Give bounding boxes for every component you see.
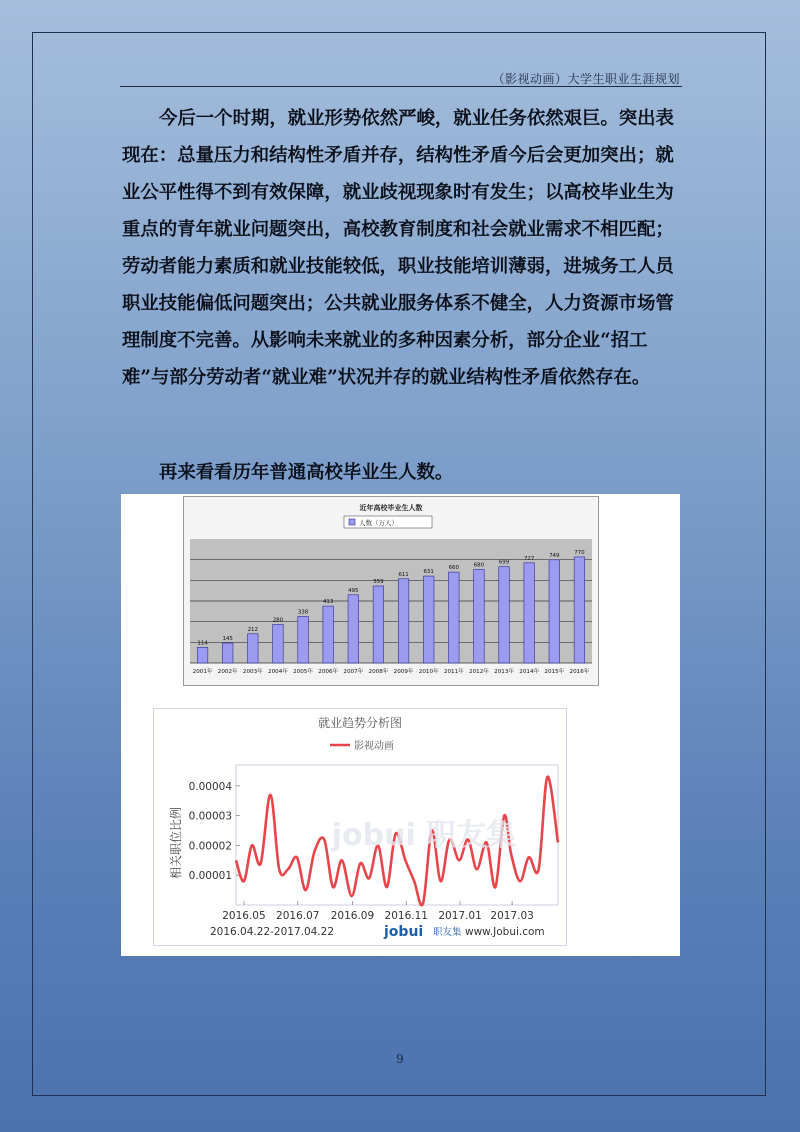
bar-value-label: 212 <box>247 626 259 633</box>
bar <box>222 643 233 663</box>
bar-value-label: 611 <box>398 571 409 578</box>
bar <box>449 572 460 663</box>
line-x-tick-label: 2016.05 <box>222 910 266 922</box>
bar-chart-title: 近年高校毕业生人数 <box>359 504 423 512</box>
line-x-tick-label: 2016.11 <box>384 910 428 922</box>
bar <box>248 634 259 663</box>
bar-category-label: 2010年 <box>418 669 439 675</box>
line-legend-label: 影视动画 <box>354 741 394 752</box>
bar <box>499 567 510 663</box>
bar-value-label: 559 <box>373 578 384 585</box>
bar-value-label: 495 <box>348 587 359 594</box>
bar-category-label: 2016年 <box>569 669 590 675</box>
line-chart-svg <box>154 709 566 945</box>
bar-value-label: 770 <box>574 549 585 556</box>
bar-category-label: 2005年 <box>293 669 313 675</box>
bar-legend-swatch <box>349 519 355 525</box>
bar <box>574 557 585 663</box>
line-y-tick-label: 0.00001 <box>188 870 232 883</box>
watermark-text: jobui 职友集 <box>331 818 517 853</box>
bar-chart-svg <box>184 497 598 685</box>
bar-value-label: 280 <box>272 617 284 624</box>
bar-value-label: 413 <box>322 599 334 606</box>
body-paragraph-employment: 今后一个时期，就业形势依然严峻，就业任务依然艰巨。突出表现在：总量压力和结构性矛盾并存，结构性矛盾今后会更加突出；就业公平性得不到有效保障，就业歧视现象时有发生；以高校毕业生为重点的青年就业问题突出，高校教育制度和社会就业需求不相匹配；劳动者能力素质和就业技能较低，职业技能培训薄弱，进城务工人员职业技能偏低问题突出；公共就业服务体系不健全，人力资源市场管理制度不完善。从影响未来就业的多种因素分析，部分企业“招工难”与部分劳动者“就业难”状况并存的就业结构性矛盾依然存在。 <box>122 108 674 388</box>
body-paragraph-graduates-intro: 再来看看历年普通高校毕业生人数。 <box>159 462 454 483</box>
figure-panel <box>121 494 680 956</box>
bar-category-label: 2009年 <box>393 669 414 675</box>
bar <box>273 624 284 663</box>
trend-line-chart <box>153 708 567 946</box>
bar-value-label: 631 <box>423 569 434 576</box>
bar-value-label: 338 <box>297 609 309 616</box>
line-x-tick-label: 2017.01 <box>438 910 482 922</box>
bar-value-label: 680 <box>473 562 485 569</box>
bar-category-label: 2011年 <box>443 669 464 675</box>
bar-value-label: 114 <box>197 640 208 647</box>
jobui-logo-cn: 职友集 <box>433 927 462 938</box>
bar-category-label: 2015年 <box>544 669 565 675</box>
jobui-logo[interactable]: jobui <box>384 924 424 940</box>
line-y-tick-label: 0.00003 <box>188 810 232 823</box>
page-number: 9 <box>396 1052 404 1066</box>
bar-category-label: 2008年 <box>368 669 389 675</box>
line-y-axis-label: 相关职位比例 <box>169 806 183 880</box>
bar-category-label: 2007年 <box>343 669 364 675</box>
bar-plot-area <box>190 539 592 675</box>
date-range-label: 2016.04.22-2017.04.22 <box>210 926 335 938</box>
bar-value-label: 727 <box>523 555 535 562</box>
bar <box>549 560 560 663</box>
bar <box>348 595 359 663</box>
line-x-tick-label: 2016.07 <box>276 910 320 922</box>
bar-category-label: 2002年 <box>217 669 238 675</box>
bar-value-label: 699 <box>498 559 510 566</box>
bar <box>398 579 409 663</box>
bar-category-label: 2003年 <box>242 669 263 675</box>
bar-value-label: 145 <box>222 636 233 643</box>
bar-category-label: 2006年 <box>318 669 339 675</box>
line-x-tick-label: 2016.09 <box>330 910 375 922</box>
line-y-tick-label: 0.00004 <box>188 780 232 793</box>
bar-value-label: 749 <box>549 552 560 559</box>
bar <box>423 576 434 663</box>
bar <box>474 569 485 663</box>
bar <box>323 606 334 663</box>
line-y-tick-label: 0.00002 <box>188 840 232 853</box>
bar-legend-label: 人数（万人） <box>359 519 398 527</box>
bar-category-label: 2001年 <box>192 669 213 675</box>
bar-category-label: 2014年 <box>519 669 540 675</box>
jobui-url[interactable]: www.Jobui.com <box>465 926 545 938</box>
bar <box>524 563 535 663</box>
bar-value-label: 660 <box>448 565 460 572</box>
bar <box>373 586 384 663</box>
line-chart-title: 就业趋势分析图 <box>317 716 403 730</box>
graduates-bar-chart <box>183 496 599 686</box>
bar <box>298 616 309 663</box>
bar-category-label: 2013年 <box>494 669 514 675</box>
bar-category-label: 2012年 <box>469 669 489 675</box>
bar-category-label: 2004年 <box>268 669 288 675</box>
header-rule <box>120 86 682 87</box>
bar <box>197 647 208 663</box>
line-x-tick-label: 2017.03 <box>490 910 534 922</box>
running-header: （影视动画）大学生职业生涯规划 <box>492 72 680 86</box>
